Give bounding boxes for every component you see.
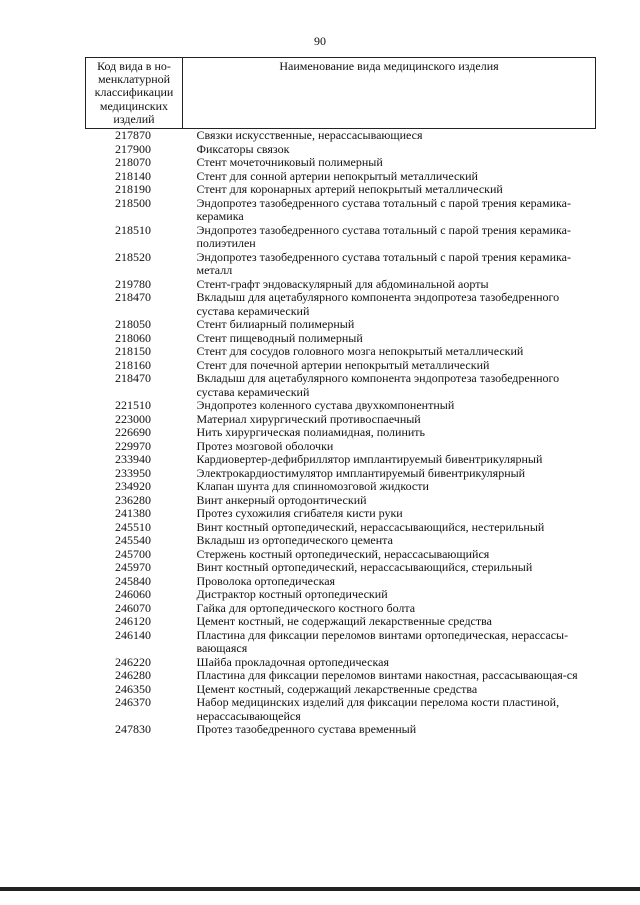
table-row [86,507,596,521]
device-code: 247830 [115,722,151,737]
device-code: 246120 [115,614,151,629]
device-name: Цемент костный, содержащий лекарственные средства [196,681,478,696]
device-name: Эндопротез тазобедренного сустава тотальный с парой трения керамика-полиэтилен [196,222,571,251]
device-name: Дистрактор костный ортопедический [196,587,388,602]
device-code: 245700 [115,546,151,561]
device-name: Вкладыш из ортопедического цемента [196,533,393,548]
device-name: Пластина для фиксации переломов винтами ортопедическая, нерассасы-вающаяся [196,627,569,656]
device-name: Винт анкерный ортодонтический [196,492,367,507]
device-name: Клапан шунта для спинномозговой жидкости [196,479,429,494]
device-code: 218050 [115,317,151,332]
device-name: Эндопротез тазобедренного сустава тотальный с парой трения керамика-металл [196,249,571,278]
device-code: 223000 [115,411,151,426]
table-row [86,332,596,346]
device-name: Протез мозговой оболочки [196,438,334,453]
table-row [86,413,596,427]
device-code: 218070 [115,155,151,170]
device-code: 245970 [115,560,151,575]
table-row [86,156,596,170]
device-code: 233940 [115,452,151,467]
table-row [86,683,596,697]
device-name: Стент мочеточниковый полимерный [196,155,383,170]
device-name: Стент для почечной артерии непокрытый металлический [196,357,490,372]
device-code: 234920 [115,479,151,494]
table-row [86,440,596,454]
table-row [86,129,596,143]
device-code: 217900 [115,141,151,156]
device-name: Эндопротез коленного сустава двухкомпонентный [196,398,455,413]
device-code: 217870 [115,128,151,143]
device-name: Стент пищеводный полимерный [196,330,363,345]
table-row [86,534,596,548]
device-code: 245510 [115,519,151,534]
device-code: 218190 [115,182,151,197]
device-name: Цемент костный, не содержащий лекарственные средства [196,614,492,629]
table-row [86,278,596,292]
device-code: 218500 [115,195,151,210]
device-name: Нить хирургическая полиамидная, полинить [196,425,426,440]
device-name: Стент-графт эндоваскулярный для абдоминальной аорты [196,276,489,291]
device-name: Винт костный ортопедический, нерассасывающийся, нестерильный [196,519,545,534]
device-name: Стержень костный ортопедический, нерассасывающийся [196,546,490,561]
table-row [86,453,596,467]
table-header-row [86,58,596,129]
device-code: 245840 [115,573,151,588]
table-row [86,399,596,413]
device-name: Протез тазобедренного сустава временный [196,722,417,737]
device-code: 241380 [115,506,151,521]
table-row [86,494,596,508]
device-code: 229970 [115,438,151,453]
device-name: Материал хирургический противоспаечный [196,411,421,426]
device-code: 218140 [115,168,151,183]
device-table-container [85,57,596,737]
device-code: 218520 [115,249,151,264]
table-row [86,629,596,656]
table-row [86,143,596,157]
device-code: 233950 [115,465,151,480]
device-code: 219780 [115,276,151,291]
table-row [86,669,596,683]
device-name: Стент билиарный полимерный [196,317,355,332]
device-code: 218160 [115,357,151,372]
device-name: Набор медицинских изделий для фиксации перелома кости пластиной, нерассасывающейся [196,695,560,723]
device-code: 246060 [115,587,151,602]
table-row [86,467,596,481]
table-row [86,521,596,535]
table-row [86,291,596,318]
device-code: 226690 [115,425,151,440]
device-code: 246140 [115,627,151,642]
table-row [86,696,596,723]
code-column-header: Код вида в но-менклатурной классификации медицинских изделий [86,58,183,129]
bottom-rule [0,887,640,891]
device-name: Винт костный ортопедический, нерассасывающийся, стерильный [196,560,533,575]
name-column-header: Наименование вида медицинского изделия [183,58,596,129]
table-row [86,656,596,670]
device-code: 221510 [115,398,151,413]
table-row [86,602,596,616]
table-row [86,575,596,589]
device-name: Шайба прокладочная ортопедическая [196,654,389,669]
table-row [86,615,596,629]
device-code: 218470 [115,371,151,386]
device-code: 246070 [115,600,151,615]
device-code: 218510 [115,222,151,237]
table-row [86,224,596,251]
table-row [86,359,596,373]
device-name: Пластина для фиксации переломов винтами накостная, рассасывающая-ся [196,668,578,683]
device-name: Вкладыш для ацетабулярного компонента эндопротеза тазобедренного сустава керамический [196,290,560,318]
device-code: 218150 [115,344,151,359]
device-name: Фиксаторы связок [196,141,290,156]
device-name: Стент для коронарных артерий непокрытый металлический [196,182,503,197]
table-row [86,318,596,332]
device-code: 246370 [115,695,151,710]
table-row [86,183,596,197]
page-number: 90 [314,34,326,48]
table-row [86,561,596,575]
device-code: 246280 [115,668,151,683]
device-code: 236280 [115,492,151,507]
device-table [85,57,596,737]
table-row [86,251,596,278]
device-code: 246220 [115,654,151,669]
table-row [86,372,596,399]
device-name: Связки искусственные, нерассасывающиеся [196,128,423,143]
device-name: Электрокардиостимулятор имплантируемый бивентрикулярный [196,465,526,480]
table-row [86,345,596,359]
table-row [86,480,596,494]
table-row [86,588,596,602]
device-name: Кардиовертер-дефибриллятор имплантируемый бивентрикулярный [196,452,543,467]
device-code: 218060 [115,330,151,345]
table-row [86,426,596,440]
table-row [86,723,596,737]
device-name: Стент для сосудов головного мозга непокрытый металлический [196,344,524,359]
device-name: Стент для сонной артерии непокрытый металлический [196,168,478,183]
device-name: Протез сухожилия сгибателя кисти руки [196,506,403,521]
device-name: Эндопротез тазобедренного сустава тотальный с парой трения керамика-керамика [196,195,571,224]
device-code: 218470 [115,290,151,305]
device-code: 245540 [115,533,151,548]
table-row [86,197,596,224]
device-name: Вкладыш для ацетабулярного компонента эндопротеза тазобедренного сустава керамический [196,371,560,399]
table-row [86,170,596,184]
table-row [86,548,596,562]
device-name: Проволока ортопедическая [196,573,336,588]
device-name: Гайка для ортопедического костного болта [196,600,416,615]
device-code: 246350 [115,681,151,696]
table-body [86,129,596,737]
